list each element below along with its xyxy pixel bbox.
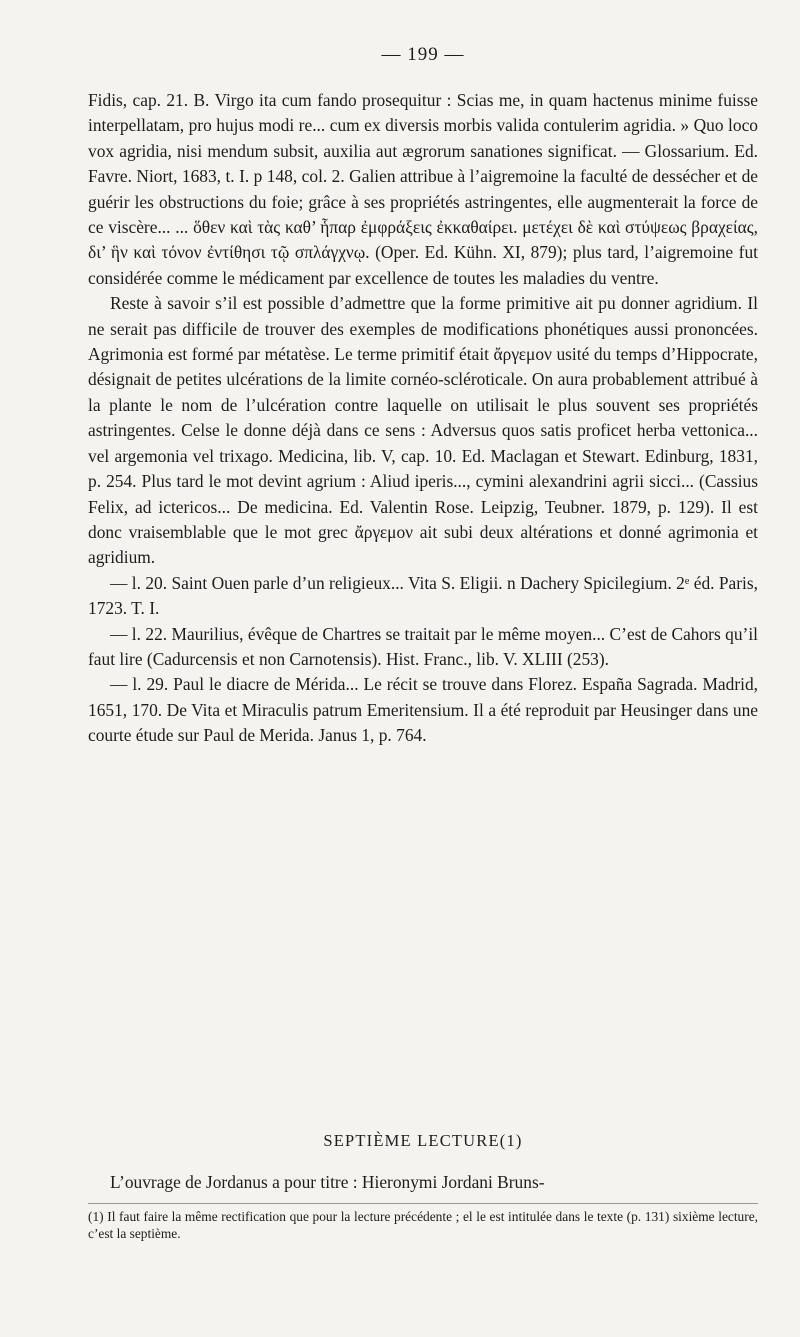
paragraph-agridium-origin: Reste à savoir s’il est possible d’admettre que la forme primitive ait pu donner agridium. Il ne serait pas difficile de trouver des exemples de modifications phonétiques aussi prononcées. Agrimonia est formé par métatèse. Le terme primitif était ἄργεμον usité du temps d’Hippocrate, désignait de petites ulcérations de la limite cornéo-scléroticale. On aura probablement attribué à la plante le nom de l’ulcération contre laquelle on utilisait le plus souvent ses propriétés astringentes. Celse le donne déjà dans ce sens : Adversus quos satis proficet herba vettonica... vel argemonia vel trixago. Medicina, lib. V, cap. 10. Ed. Maclagan et Stewart. Edinburg, 1831, p. 254. Plus tard le mot devint agrium : Aliud iperis..., cymini alexandrini agrii sicci... (Cassius Felix, ad ictericos... De medicina. Ed. Valentin Rose. Leipzig, Teubner. 1879, p. 129). Il est donc vraisemblable que le mot grec ἄργεμον ait subi deux altérations et donné agrimonia et agridium. bbox=[88, 293, 758, 568]
paragraph-agridia: Fidis, cap. 21. B. Virgo ita cum fando prosequitur : Scias me, in quam hactenus minime fuisse interpellatam, pro hujus modi re... cum ex diversis morbis valida contulerim agridia. » Quo loco vox agridia, nisi mendum subsit, auxilia aut ægrorum sanationes significat. — Glossarium. Ed. Favre. Niort, 1683, t. I. p 148, col. 2. Galien attribue à l’aigremoine la faculté de dessécher et de guérir les obstructions du foie; grâce à ses propriétés astringentes, elle augmenterait la force de ce viscère... ... ὅθεν καὶ τὰς καθ’ ἧπαρ ἐμφράξεις ἐκκαθαίρει. μετέχει δὲ καὶ στύψεως βραχείας, δι’ ἣν καὶ τόνον ἐντίθησι τῷ σπλάγχνῳ. (Oper. Ed. Kühn. XI, 879); plus tard, l’aigremoine fut considérée comme le médicament par excellence de toutes les maladies du ventre. bbox=[88, 90, 758, 288]
footnote bbox=[88, 1208, 758, 1242]
page-number: — 199 — bbox=[381, 44, 465, 65]
footnote-text: (1) Il faut faire la même rectification que pour la lecture précédente ; el le est intitulée dans le texte (p. 131) sixième lecture, c’est la septième. bbox=[88, 1209, 758, 1241]
section-heading: SEPTIÈME LECTURE(1) bbox=[323, 1131, 523, 1150]
note-line-20: — l. 20. Saint Ouen parle d’un religieux... Vita S. Eligii. n Dachery Spicilegium. 2ᵉ éd. Paris, 1723. T. I. bbox=[88, 572, 758, 619]
footnote-divider bbox=[88, 1203, 758, 1204]
body-text bbox=[88, 88, 758, 749]
note-line-29: — l. 29. Paul le diacre de Mérida... Le récit se trouve dans Florez. España Sagrada. Madrid, 1651, 170. De Vita et Miraculis patrum Emeritensium. Il a été reproduit par Heusinger dans une courte étude sur Paul de Merida. Janus 1, p. 764. bbox=[88, 674, 758, 746]
document-page bbox=[88, 0, 758, 1337]
note-line-22: — l. 22. Maurilius, évêque de Chartres se traitait par le même moyen... C’est de Cahors qu’il faut lire (Cadurcensis et non Carnotensis). Hist. Franc., lib. V. XLIII (253). bbox=[88, 623, 758, 669]
section-intro-line: L’ouvrage de Jordanus a pour titre : Hieronymi Jordani Bruns- bbox=[110, 1172, 545, 1192]
